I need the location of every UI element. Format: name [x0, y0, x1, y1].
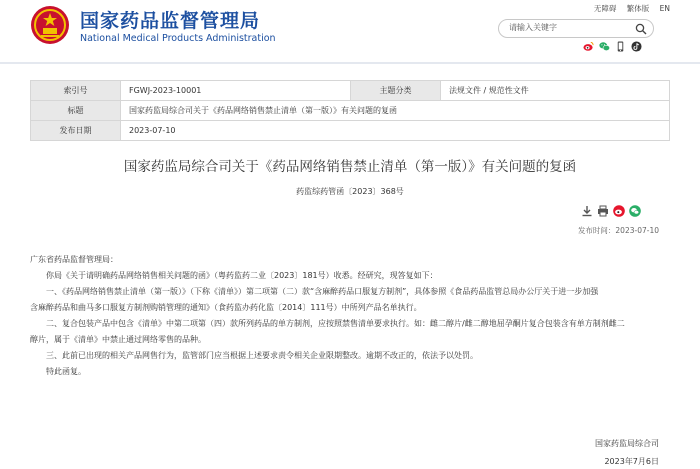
english-link[interactable]: EN	[659, 4, 670, 13]
share-weibo-icon[interactable]	[613, 205, 625, 217]
index-label: 索引号	[31, 81, 121, 101]
body-paragraph: 醇片，属于《清单》中禁止通过网络零售的品种。	[30, 335, 206, 344]
body-paragraph: 特此函复。	[46, 367, 86, 376]
search-box	[498, 19, 654, 38]
wechat-icon[interactable]	[599, 41, 610, 52]
download-icon[interactable]	[581, 205, 593, 217]
mobile-icon[interactable]	[615, 41, 626, 52]
body-paragraph: 你局《关于请明确药品网络销售相关问题的函》（粤药监药二业〔2023〕181号）收悉。经研究，现答复如下：	[46, 271, 438, 280]
site-subtitle-en: National Medical Products Administration	[80, 33, 276, 44]
table-row	[31, 121, 670, 141]
weibo-icon[interactable]	[583, 41, 594, 52]
social-links	[583, 41, 642, 53]
body-paragraph: 二、复合包装产品中包含《清单》中第二项第（四）款所列药品的单方制剂，应按照禁售清单要求执行。如：雌二醇片/雌二醇地屈孕酮片复合包装含有单方制剂雌二	[46, 319, 625, 328]
site-header	[0, 0, 700, 62]
category-value: 法规文件 / 规范性文件	[441, 81, 670, 101]
share-wechat-icon[interactable]	[629, 205, 641, 217]
header-divider	[0, 62, 700, 64]
document-body	[30, 252, 670, 380]
site-title[interactable]: 国家药品监督管理局	[80, 10, 261, 32]
signature-organization: 国家药监局综合司	[595, 439, 659, 448]
search-input[interactable]	[509, 23, 627, 32]
top-links	[586, 3, 670, 14]
print-icon[interactable]	[597, 205, 609, 217]
document-meta-table	[30, 80, 670, 141]
title-value: 国家药监局综合司关于《药品网络销售禁止清单（第一版）》有关问题的复函	[121, 101, 670, 121]
body-paragraph: 三、此前已出现的相关产品网售行为，监管部门应当根据上述要求责令相关企业限期整改。逾期不改正的，依法予以处罚。	[46, 351, 478, 360]
signature-date: 2023年7月6日	[604, 457, 659, 466]
national-emblem-icon[interactable]	[30, 5, 70, 45]
document-number: 药监综药管函〔2023〕368号	[296, 187, 404, 196]
date-value: 2023-07-10	[121, 121, 670, 141]
body-paragraph: 一、《药品网络销售禁止清单（第一版）》（下称《清单》）第二项第（二）款“含麻醉药品口服复方制剂”，具体参照《食品药品监管总局办公厅关于进一步加强	[46, 287, 599, 296]
table-row	[31, 81, 670, 101]
title-label: 标题	[31, 101, 121, 121]
index-value: FGWJ-2023-10001	[121, 81, 351, 101]
article-tools	[581, 205, 641, 217]
recipient: 广东省药品监督管理局：	[30, 255, 118, 264]
accessibility-link[interactable]: 无障碍	[593, 4, 617, 13]
category-label: 主题分类	[351, 81, 441, 101]
date-label: 发布日期	[31, 121, 121, 141]
document-title: 国家药监局综合司关于《药品网络销售禁止清单（第一版）》有关问题的复函	[123, 159, 577, 175]
traditional-chinese-link[interactable]: 繁体版	[626, 4, 650, 13]
table-row	[31, 101, 670, 121]
search-icon[interactable]	[635, 23, 647, 35]
publish-time: 发布时间：2023-07-10	[577, 226, 659, 235]
douyin-icon[interactable]	[631, 41, 642, 52]
body-paragraph: 含麻醉药品和曲马多口服复方制剂购销管理的通知》（食药监办药化监〔2014〕111号）中所列产品名单执行。	[30, 303, 422, 312]
